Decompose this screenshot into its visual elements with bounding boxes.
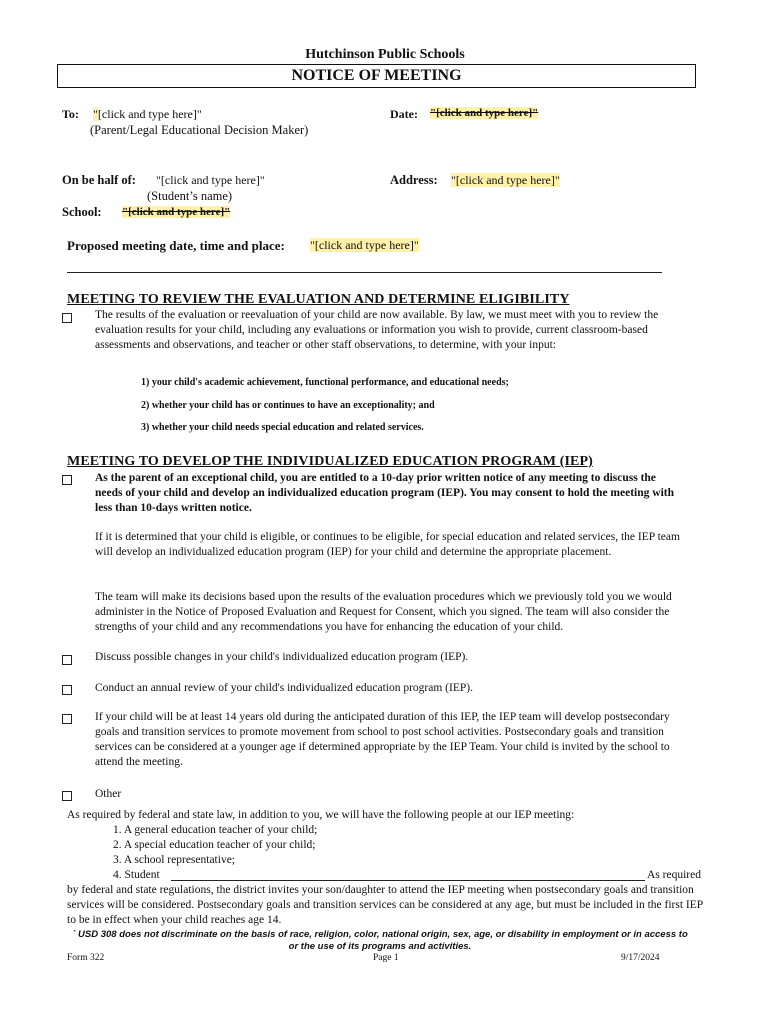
separator-line bbox=[67, 272, 662, 273]
attendee-4: 4. Student bbox=[113, 869, 160, 881]
address-label: Address: bbox=[390, 173, 438, 187]
opt-transition: If your child will be at least 14 years old during the anticipated duration of this IEP, the IEP team will develop postsecondary goals and transition services to promote movement from school to post school activities. Postsecondary goals and transition services can be considered at a younger age if determined appropriate by the IEP Team. Your child is invited by the school to attend the meeting. bbox=[95, 711, 670, 768]
proposed-value: "[click and type here]" bbox=[310, 238, 419, 252]
to-field[interactable] bbox=[93, 107, 202, 122]
iep-checkbox[interactable] bbox=[62, 475, 72, 485]
opt-discuss: Discuss possible changes in your child's individualized education program (IEP). bbox=[95, 651, 469, 663]
proposed-field[interactable] bbox=[310, 238, 419, 253]
proposed-label: Proposed meeting date, time and place: bbox=[67, 238, 285, 253]
school-label: School: bbox=[62, 205, 102, 219]
date-label: Date: bbox=[390, 107, 418, 121]
behalf-caption: (Student’s name) bbox=[147, 189, 233, 203]
date-field[interactable] bbox=[430, 107, 538, 119]
attendees-closing: by federal and state regulations, the district invites your son/daughter to attend the IEP meeting when postsecondary goals and transition services will be considered. Postsecondary goals and transition services can be considered at any age, but must be included in the first IEP to be in effect when your child reaches age 14. bbox=[67, 884, 703, 926]
attendee-2: 2. A special education teacher of your child; bbox=[113, 839, 316, 851]
attendees-tail: As required bbox=[647, 869, 701, 881]
eval-item-3: 3) whether your child needs special education and related services. bbox=[141, 422, 424, 433]
other-checkbox[interactable] bbox=[62, 791, 72, 801]
eval-intro: The results of the evaluation or reevaluation of your child are now available. By law, we must meet with you to review the evaluation results for your child, including any evaluations or information you wish to provide, current classroom-based assessments and observations, and teacher or other staff observations, to determine, with your input: bbox=[95, 309, 659, 351]
eval-item-1: 1) your child's academic achievement, functional performance, and educational needs; bbox=[141, 377, 509, 388]
footer-date: 9/17/2024 bbox=[621, 953, 660, 963]
eval-checkbox[interactable] bbox=[62, 313, 72, 323]
iep-notice-para: As the parent of an exceptional child, you are entitled to a 10-day prior written notice of any meeting to discuss the needs of your child and develop an individualized education program (IEP). You may consent to hold the meeting with less than 10-days written notice. bbox=[95, 472, 674, 514]
district-name: Hutchinson Public Schools bbox=[305, 47, 465, 62]
discuss-checkbox[interactable] bbox=[62, 655, 72, 665]
address-value: "[click and type here]" bbox=[451, 173, 560, 187]
school-value: "[click and type here]" bbox=[122, 206, 231, 218]
eval-item-2: 2) whether your child has or continues to have an exceptionality; and bbox=[141, 400, 435, 411]
iep-para-2: The team will make its decisions based upon the results of the evaluation procedures which we previously told you we would administer in the Notice of Proposed Evaluation and Request for Consent, which you signed. The team will also consider the strengths of your child and any recommendations you have for enhancing the education of your child. bbox=[95, 591, 672, 633]
nondiscrimination-notice: ` USD 308 does not discriminate on the basis of race, religion, color, national origin, sex, age, or disability in employment or in access to or the use of its programs and activities. bbox=[72, 929, 688, 952]
school-field[interactable] bbox=[122, 206, 230, 218]
iep-para-1: If it is determined that your child is eligible, or continues to be eligible, for special education and related services, the IEP team will develop an individualized education program (IEP) for your child and determine the appropriate placement. bbox=[95, 531, 680, 558]
to-label: To: bbox=[62, 107, 79, 121]
iep-section-title: MEETING TO DEVELOP THE INDIVIDUALIZED EDUCATION PROGRAM (IEP) bbox=[67, 454, 593, 469]
page-title: NOTICE OF MEETING bbox=[291, 67, 462, 84]
address-field[interactable] bbox=[451, 173, 560, 188]
opt-annual: Conduct an annual review of your child's individualized education program (IEP). bbox=[95, 682, 473, 694]
behalf-label: On be half of: bbox=[62, 173, 136, 187]
opt-other: Other bbox=[95, 788, 122, 800]
to-open-quote: " bbox=[93, 107, 98, 121]
title-box bbox=[57, 64, 696, 88]
attendee-1: 1. A general education teacher of your child; bbox=[113, 824, 318, 836]
form-number: Form 322 bbox=[67, 953, 105, 963]
annual-checkbox[interactable] bbox=[62, 685, 72, 695]
date-value: "[click and type here]" bbox=[430, 107, 539, 119]
to-value: [click and type here]" bbox=[97, 107, 202, 121]
behalf-value[interactable]: "[click and type here]" bbox=[156, 173, 265, 187]
student-blank-line[interactable] bbox=[171, 880, 645, 881]
page-number: Page 1 bbox=[373, 953, 399, 963]
attendees-intro: As required by federal and state law, in addition to you, we will have the following people at our IEP meeting: bbox=[67, 809, 575, 821]
to-caption: (Parent/Legal Educational Decision Maker) bbox=[90, 123, 309, 137]
transition-checkbox[interactable] bbox=[62, 714, 72, 724]
attendee-3: 3. A school representative; bbox=[113, 854, 235, 866]
eval-section-title: MEETING TO REVIEW THE EVALUATION AND DETERMINE ELIGIBILITY bbox=[67, 292, 570, 307]
